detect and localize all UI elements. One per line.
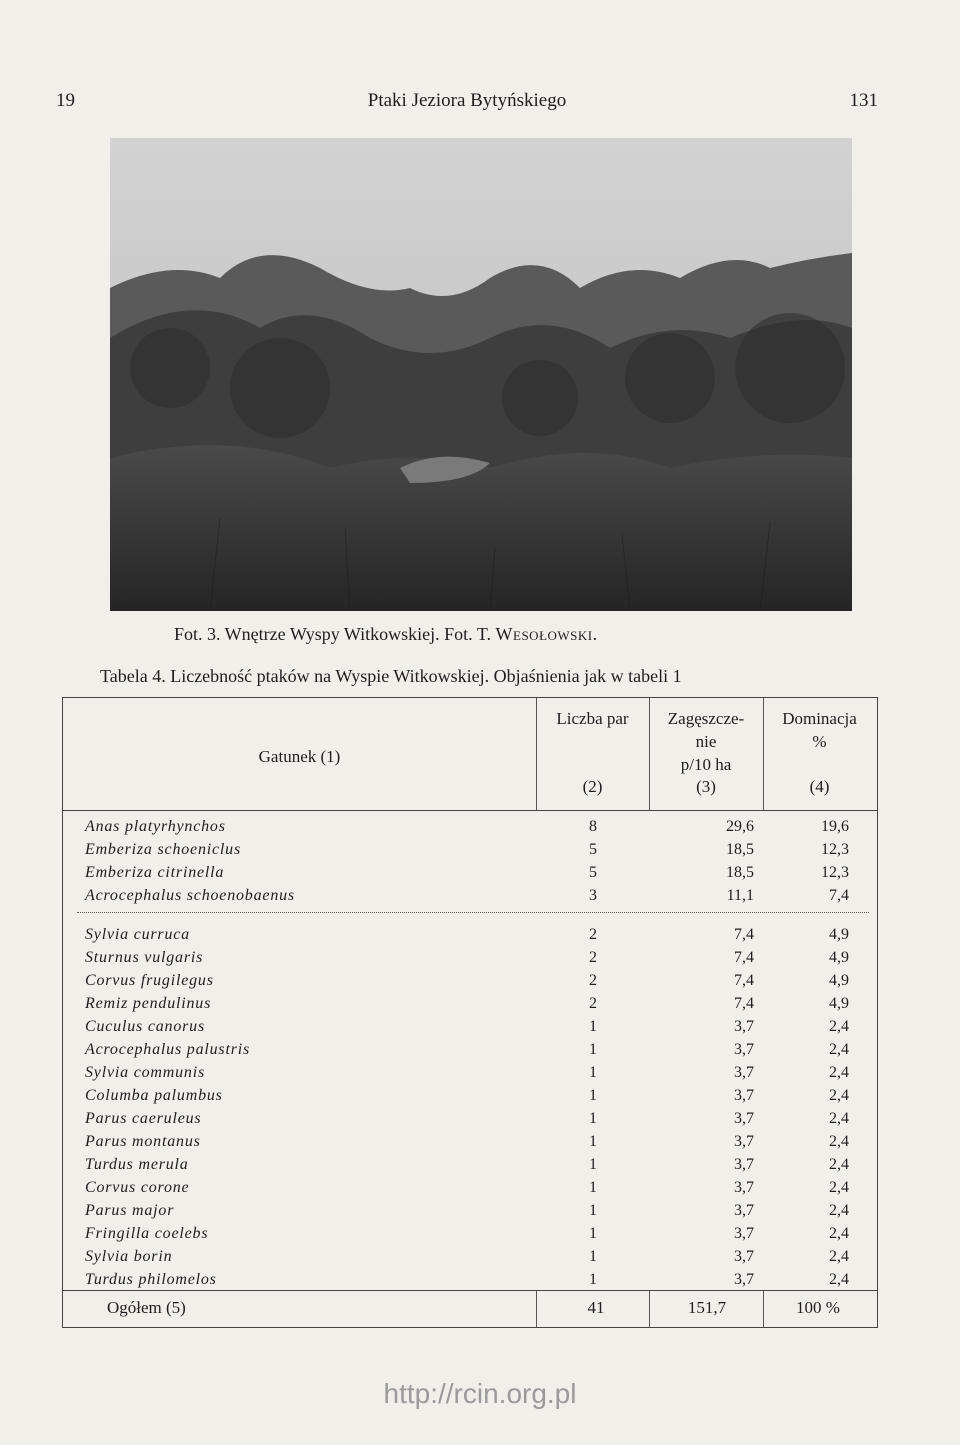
pairs-cell: 1 [589, 1248, 597, 1265]
pairs-cell: 1 [589, 1225, 597, 1242]
density-cell: 3,7 [734, 1225, 754, 1242]
table-header [63, 698, 877, 811]
pairs-cell: 1 [589, 1110, 597, 1127]
table-row [63, 972, 877, 995]
species-cell: Corvus corone [85, 1179, 190, 1196]
table-row [63, 1179, 877, 1202]
density-cell: 11,1 [726, 887, 754, 904]
pairs-cell: 1 [589, 1087, 597, 1104]
pairs-cell: 1 [589, 1156, 597, 1173]
dominance-cell: 12,3 [821, 864, 849, 881]
density-cell: 3,7 [734, 1064, 754, 1081]
table-title: Tabela 4. Liczebność ptaków na Wyspie Witkowskiej. Objaśnienia jak w tabeli 1 [100, 666, 682, 686]
species-cell: Cuculus canorus [85, 1018, 205, 1035]
header-density-line2: nie [695, 732, 717, 751]
density-cell: 3,7 [734, 1156, 754, 1173]
table-row [63, 818, 877, 841]
species-cell: Parus major [85, 1202, 175, 1219]
table-total-row [63, 1290, 877, 1327]
dominance-cell: 4,9 [829, 972, 849, 989]
species-cell: Columba palumbus [85, 1087, 223, 1104]
dominance-cell: 4,9 [829, 949, 849, 966]
density-cell: 3,7 [734, 1271, 754, 1288]
table-row [63, 1110, 877, 1133]
header-density-line3: p/10 ha [680, 755, 732, 774]
total-label: Ogółem (5) [107, 1298, 186, 1317]
page-number-left: 19 [56, 90, 75, 111]
table-row [63, 1225, 877, 1248]
caption-author: Wesołowski [495, 624, 593, 644]
density-cell: 7,4 [734, 995, 754, 1012]
photo-vegetation-illustration [110, 138, 852, 611]
group-separator [77, 912, 869, 913]
dominance-cell: 4,9 [829, 995, 849, 1012]
table-row [63, 887, 877, 910]
dominance-cell: 2,4 [829, 1133, 849, 1150]
dominance-cell: 2,4 [829, 1202, 849, 1219]
species-cell: Acrocephalus schoenobaenus [85, 887, 295, 904]
dominance-cell: 19,6 [821, 818, 849, 835]
pairs-cell: 2 [589, 995, 597, 1012]
dominance-cell: 2,4 [829, 1156, 849, 1173]
header-pairs: Liczba par [556, 709, 629, 728]
density-cell: 3,7 [734, 1018, 754, 1035]
density-cell: 18,5 [726, 841, 754, 858]
density-cell: 3,7 [734, 1202, 754, 1219]
photo-island-interior [110, 138, 852, 611]
header-dominance-number: (4) [809, 777, 830, 796]
density-cell: 3,7 [734, 1087, 754, 1104]
density-cell: 3,7 [734, 1248, 754, 1265]
dominance-cell: 12,3 [821, 841, 849, 858]
caption-text: Fot. 3. Wnętrze Wyspy Witkowskiej. Fot. T. [174, 624, 496, 644]
species-cell: Fringilla coelebs [85, 1225, 209, 1242]
running-title: Ptaki Jeziora Bytyńskiego [367, 90, 567, 111]
pairs-cell: 3 [589, 887, 597, 904]
dominance-cell: 2,4 [829, 1110, 849, 1127]
table-row [63, 841, 877, 864]
density-cell: 3,7 [734, 1110, 754, 1127]
species-cell: Sturnus vulgaris [85, 949, 204, 966]
species-cell: Turdus philomelos [85, 1271, 217, 1288]
dominance-cell: 7,4 [829, 887, 849, 904]
density-cell: 7,4 [734, 972, 754, 989]
pairs-cell: 5 [589, 864, 597, 881]
species-cell: Parus montanus [85, 1133, 201, 1150]
header-dominance-unit: % [812, 732, 827, 751]
density-cell: 18,5 [726, 864, 754, 881]
source-url: http://rcin.org.pl [383, 1378, 577, 1409]
dominance-cell: 4,9 [829, 926, 849, 943]
table-row [63, 995, 877, 1018]
dominance-cell: 2,4 [829, 1271, 849, 1288]
species-cell: Turdus merula [85, 1156, 189, 1173]
pairs-cell: 1 [589, 1064, 597, 1081]
header-density-number: (3) [696, 777, 716, 796]
species-cell: Acrocephalus palustris [85, 1041, 250, 1058]
pairs-cell: 1 [589, 1018, 597, 1035]
table-row [63, 1041, 877, 1064]
table-row [63, 1018, 877, 1041]
table-row [63, 926, 877, 949]
table-row [63, 1133, 877, 1156]
dominance-cell: 2,4 [829, 1064, 849, 1081]
total-density: 151,7 [687, 1298, 727, 1317]
photo-caption [174, 624, 597, 645]
table-row [63, 1156, 877, 1179]
header-density-line1: Zagęszcze- [667, 709, 745, 728]
pairs-cell: 1 [589, 1202, 597, 1219]
pairs-cell: 1 [589, 1133, 597, 1150]
pairs-cell: 1 [589, 1179, 597, 1196]
table-row [63, 1202, 877, 1225]
bird-abundance-table [62, 697, 878, 1328]
dominance-cell: 2,4 [829, 1225, 849, 1242]
density-cell: 7,4 [734, 926, 754, 943]
dominance-cell: 2,4 [829, 1179, 849, 1196]
species-cell: Sylvia borin [85, 1248, 173, 1265]
header-dominance: Dominacja [782, 709, 857, 728]
total-dominance: 100 % [796, 1298, 840, 1317]
density-cell: 29,6 [726, 818, 754, 835]
table-row [63, 1064, 877, 1087]
caption-end: . [592, 624, 598, 644]
density-cell: 7,4 [734, 949, 754, 966]
table-row [63, 864, 877, 887]
pairs-cell: 8 [589, 818, 597, 835]
dominance-cell: 2,4 [829, 1018, 849, 1035]
species-cell: Emberiza schoeniclus [85, 841, 241, 858]
header-pairs-number: (2) [582, 777, 603, 796]
density-cell: 3,7 [734, 1133, 754, 1150]
species-cell: Parus caeruleus [85, 1110, 202, 1127]
pairs-cell: 2 [589, 949, 597, 966]
pairs-cell: 2 [589, 972, 597, 989]
table-row [63, 949, 877, 972]
density-cell: 3,7 [734, 1179, 754, 1196]
pairs-cell: 1 [589, 1041, 597, 1058]
pairs-cell: 5 [589, 841, 597, 858]
species-cell: Sylvia communis [85, 1064, 205, 1081]
dominance-cell: 2,4 [829, 1248, 849, 1265]
table-row [63, 1248, 877, 1271]
density-cell: 3,7 [734, 1041, 754, 1058]
page-number-right: 131 [849, 90, 878, 111]
species-cell: Remiz pendulinus [85, 995, 212, 1012]
dominance-cell: 2,4 [829, 1087, 849, 1104]
table-row [63, 1087, 877, 1110]
dominance-cell: 2,4 [829, 1041, 849, 1058]
species-cell: Sylvia curruca [85, 926, 190, 943]
species-cell: Emberiza citrinella [85, 864, 225, 881]
species-cell: Corvus frugilegus [85, 972, 214, 989]
pairs-cell: 1 [589, 1271, 597, 1288]
page-header [56, 90, 878, 120]
total-pairs: 41 [587, 1298, 605, 1317]
header-species: Gatunek (1) [258, 747, 341, 766]
species-cell: Anas platyrhynchos [85, 818, 226, 835]
pairs-cell: 2 [589, 926, 597, 943]
